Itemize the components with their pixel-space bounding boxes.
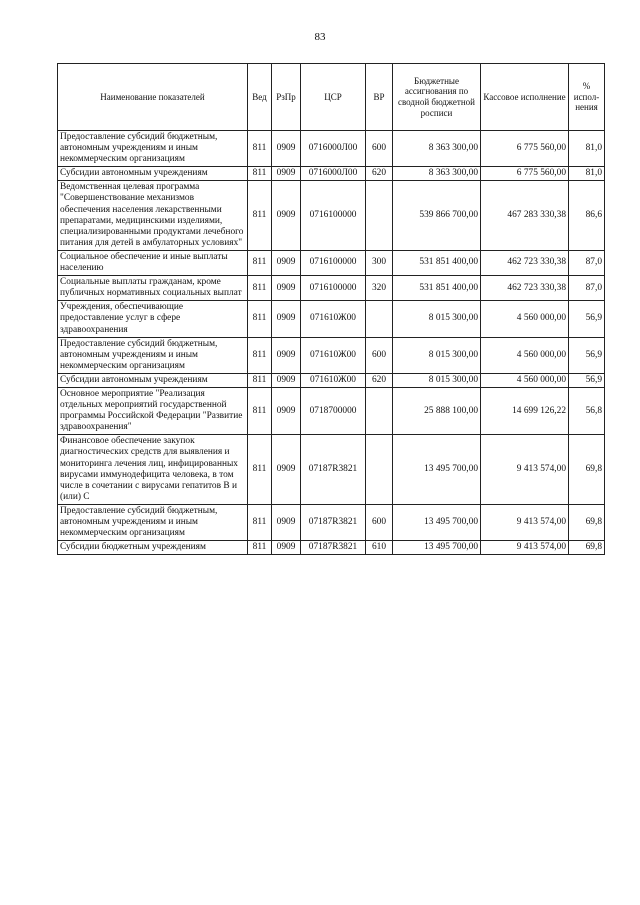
cell-name: Социальное обеспечение и иные выплаты населению [58,250,248,275]
cell-vr [366,387,393,434]
cell-csr: 071610Ж00 [301,337,366,373]
budget-table [57,63,605,555]
header-percent: % испол-нения [569,64,605,131]
cell-ved: 811 [248,181,272,251]
cell-rzpr: 0909 [272,373,301,387]
table-row [58,131,605,167]
cell-rzpr: 0909 [272,181,301,251]
cell-allocations: 13 495 700,00 [393,541,481,555]
header-rzpr: РзПр [272,64,301,131]
cell-vr [366,181,393,251]
cell-rzpr: 0909 [272,167,301,181]
cell-cash: 467 283 330,38 [481,181,569,251]
cell-cash: 4 560 000,00 [481,337,569,373]
table-row [58,301,605,337]
cell-name: Ведомственная целевая программа "Совершенствование механизмов обеспечения населения лекарственными препаратами, медицинскими изделиями, специализированными продуктами лечебного питания для детей в амбулаторных условиях" [58,181,248,251]
cell-name: Субсидии автономным учреждениям [58,167,248,181]
table-row [58,167,605,181]
cell-vr: 610 [366,541,393,555]
cell-vr: 600 [366,131,393,167]
cell-rzpr: 0909 [272,301,301,337]
cell-ved: 811 [248,387,272,434]
page-number: 83 [314,31,326,43]
cell-rzpr: 0909 [272,250,301,275]
cell-name: Субсидии автономным учреждениям [58,373,248,387]
cell-allocations: 13 495 700,00 [393,504,481,540]
cell-vr: 620 [366,373,393,387]
cell-cash: 6 775 560,00 [481,167,569,181]
cell-percent: 86,6 [569,181,605,251]
cell-allocations: 531 851 400,00 [393,250,481,275]
cell-name: Субсидии бюджетным учреждениям [58,541,248,555]
table-row [58,373,605,387]
table-body [58,131,605,555]
cell-vr [366,435,393,505]
header-ved: Вед [248,64,272,131]
cell-allocations: 8 015 300,00 [393,337,481,373]
cell-percent: 87,0 [569,250,605,275]
cell-csr: 0716000Л00 [301,167,366,181]
cell-vr: 620 [366,167,393,181]
header-csr: ЦСР [301,64,366,131]
cell-allocations: 8 015 300,00 [393,301,481,337]
cell-vr: 300 [366,250,393,275]
table-row [58,387,605,434]
cell-cash: 4 560 000,00 [481,301,569,337]
cell-allocations: 539 866 700,00 [393,181,481,251]
cell-allocations: 25 888 100,00 [393,387,481,434]
cell-percent: 56,8 [569,387,605,434]
cell-cash: 6 775 560,00 [481,131,569,167]
table-row [58,250,605,275]
cell-vr: 320 [366,276,393,301]
cell-ved: 811 [248,301,272,337]
cell-csr: 071610Ж00 [301,373,366,387]
cell-cash: 14 699 126,22 [481,387,569,434]
cell-cash: 462 723 330,38 [481,276,569,301]
cell-ved: 811 [248,131,272,167]
cell-percent: 69,8 [569,541,605,555]
cell-name: Основное мероприятие "Реализация отдельных мероприятий государственной программы Российской Федерации "Развитие здравоохранения" [58,387,248,434]
header-name: Наименование показателей [58,64,248,131]
cell-percent: 81,0 [569,131,605,167]
table-header [58,64,605,131]
cell-percent: 81,0 [569,167,605,181]
cell-csr: 07187R3821 [301,435,366,505]
cell-rzpr: 0909 [272,337,301,373]
cell-percent: 56,9 [569,373,605,387]
cell-name: Предоставление субсидий бюджетным, автономным учреждениям и иным некоммерческим организациям [58,337,248,373]
cell-rzpr: 0909 [272,276,301,301]
cell-cash: 4 560 000,00 [481,373,569,387]
cell-allocations: 8 363 300,00 [393,167,481,181]
cell-allocations: 8 363 300,00 [393,131,481,167]
cell-ved: 811 [248,167,272,181]
cell-vr: 600 [366,337,393,373]
cell-vr: 600 [366,504,393,540]
cell-name: Предоставление субсидий бюджетным, автономным учреждениям и иным некоммерческим организациям [58,131,248,167]
cell-allocations: 531 851 400,00 [393,276,481,301]
cell-rzpr: 0909 [272,387,301,434]
cell-vr [366,301,393,337]
cell-csr: 071610Ж00 [301,301,366,337]
cell-cash: 9 413 574,00 [481,504,569,540]
cell-cash: 9 413 574,00 [481,541,569,555]
cell-rzpr: 0909 [272,131,301,167]
cell-csr: 0716000Л00 [301,131,366,167]
cell-csr: 0716100000 [301,250,366,275]
cell-percent: 56,9 [569,301,605,337]
table-row [58,276,605,301]
cell-csr: 07187R3821 [301,504,366,540]
table-row [58,181,605,251]
header-allocations: Бюджетные ассигнования по сводной бюджетной росписи [393,64,481,131]
cell-ved: 811 [248,541,272,555]
table-row [58,541,605,555]
cell-rzpr: 0909 [272,435,301,505]
cell-cash: 462 723 330,38 [481,250,569,275]
cell-cash: 9 413 574,00 [481,435,569,505]
cell-ved: 811 [248,276,272,301]
cell-percent: 56,9 [569,337,605,373]
cell-csr: 0716100000 [301,276,366,301]
header-vr: ВР [366,64,393,131]
table-row [58,337,605,373]
cell-ved: 811 [248,337,272,373]
table-row [58,435,605,505]
cell-ved: 811 [248,250,272,275]
cell-rzpr: 0909 [272,504,301,540]
cell-rzpr: 0909 [272,541,301,555]
cell-name: Социальные выплаты гражданам, кроме публичных нормативных социальных выплат [58,276,248,301]
cell-csr: 0718700000 [301,387,366,434]
cell-name: Учреждения, обеспечивающие предоставление услуг в сфере здравоохранения [58,301,248,337]
cell-name: Предоставление субсидий бюджетным, автономным учреждениям и иным некоммерческим организациям [58,504,248,540]
header-cash: Кассовое исполнение [481,64,569,131]
cell-ved: 811 [248,435,272,505]
cell-ved: 811 [248,504,272,540]
cell-percent: 69,8 [569,435,605,505]
cell-csr: 0716100000 [301,181,366,251]
cell-percent: 69,8 [569,504,605,540]
cell-name: Финансовое обеспечение закупок диагностических средств для выявления и мониторинга лечения лиц, инфицированных вирусами иммунодефицита человека, в том числе в сочетании с вирусами гепатитов B и (или) C [58,435,248,505]
cell-csr: 07187R3821 [301,541,366,555]
cell-ved: 811 [248,373,272,387]
cell-allocations: 8 015 300,00 [393,373,481,387]
cell-percent: 87,0 [569,276,605,301]
table-row [58,504,605,540]
cell-allocations: 13 495 700,00 [393,435,481,505]
